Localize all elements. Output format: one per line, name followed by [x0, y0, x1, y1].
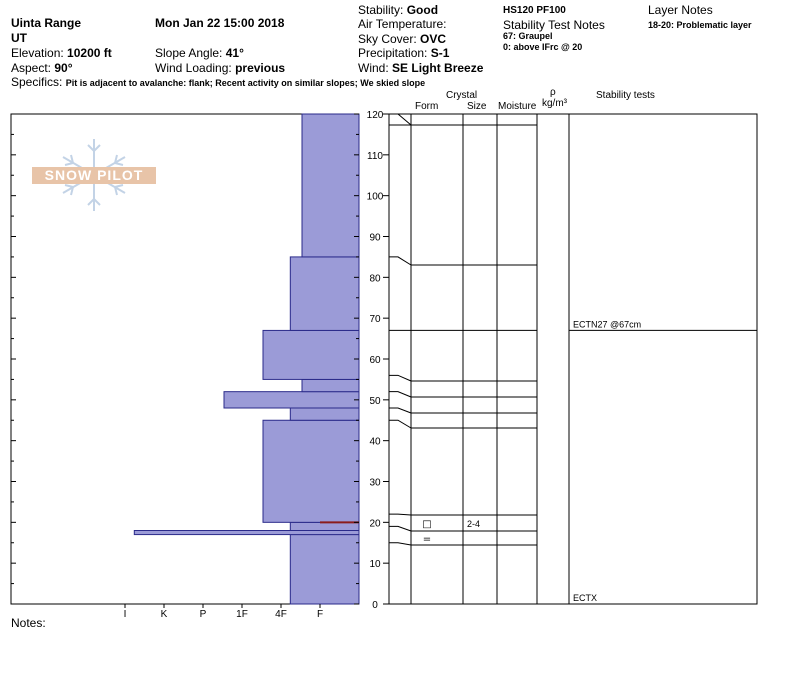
stability-label: Stability: — [358, 3, 404, 17]
observation-datetime: Mon Jan 22 15:00 2018 — [155, 16, 285, 30]
logo-text: SNOW PILOT — [32, 167, 156, 184]
state-name: UT — [11, 31, 27, 45]
stability-test-label: ECTX — [573, 593, 598, 603]
density-unit-header: kg/m³ — [542, 98, 567, 109]
wind-label: Wind: — [358, 61, 389, 75]
depth-axis-label: 40 — [369, 436, 381, 448]
layer-connector — [389, 257, 411, 265]
depth-axis-label: 70 — [369, 314, 381, 326]
hardness-axis-label: K — [160, 609, 168, 620]
hardness-bar — [290, 257, 359, 331]
hs-pf-value: HS120 PF100 — [503, 5, 566, 16]
wind-loading-label: Wind Loading: — [155, 61, 232, 75]
hardness-bar — [134, 531, 359, 535]
form-header: Form — [415, 101, 439, 112]
air-temperature-label: Air Temperature: — [358, 17, 447, 31]
depth-axis-label: 80 — [369, 273, 381, 285]
aspect-value: 90° — [54, 61, 73, 75]
location-name: Uinta Range — [11, 16, 82, 30]
layer-connector — [389, 514, 411, 515]
layer-connector — [389, 408, 411, 413]
hardness-bar — [263, 420, 359, 522]
depth-axis-label: 50 — [369, 395, 381, 407]
layer-connector — [389, 420, 411, 428]
hardness-bar — [302, 114, 359, 257]
specifics-label: Specifics: — [11, 75, 63, 89]
aspect-label: Aspect: — [11, 61, 52, 75]
hardness-bar — [290, 535, 359, 604]
hardness-bar — [290, 522, 359, 530]
hardness-axis-label: F — [316, 609, 324, 620]
depth-axis-label: 0 — [372, 600, 378, 611]
size-header: Size — [467, 101, 487, 112]
sky-cover-value: OVC — [420, 32, 447, 46]
depth-axis-label: 60 — [369, 355, 381, 366]
layer-connector — [389, 543, 411, 545]
elevation-value: 10200 ft — [67, 46, 112, 60]
layer-connector — [389, 392, 411, 397]
depth-axis-label: 20 — [369, 518, 381, 530]
hardness-axis-label: 1F — [236, 609, 248, 620]
stability-test-notes-title: Stability Test Notes — [503, 18, 605, 32]
layer-notes-title: Layer Notes — [648, 3, 713, 17]
crystal-form-symbol: □ — [422, 519, 432, 530]
layer-connector — [389, 526, 411, 531]
stability-value: Good — [406, 3, 439, 17]
hardness-bar — [263, 330, 359, 379]
stability-test-note: 0: above IFrc @ 20 — [503, 42, 583, 52]
crystal-header: Crystal — [446, 90, 478, 101]
slope-angle-value: 41° — [225, 46, 244, 60]
moisture-header: Moisture — [498, 101, 537, 112]
slope-angle-label: Slope Angle: — [155, 46, 223, 60]
depth-axis-label: 120 — [366, 110, 384, 121]
stability-test-label: ECTN27 @67cm — [573, 319, 642, 330]
precipitation-value: S-1 — [430, 46, 450, 60]
notes-label: Notes: — [11, 616, 46, 630]
depth-axis-label: 110 — [367, 150, 383, 162]
stability-tests-header: Stability tests — [596, 90, 655, 101]
wind-loading-value: previous — [235, 61, 286, 75]
layer-note: 18-20: Problematic layer — [648, 20, 752, 30]
elevation-label: Elevation: — [11, 46, 64, 60]
sky-cover-label: Sky Cover: — [358, 32, 417, 46]
depth-axis-label: 90 — [369, 232, 381, 244]
hardness-axis-label: I — [123, 609, 127, 620]
hardness-bar — [290, 408, 359, 420]
depth-axis-label: 30 — [369, 477, 381, 489]
crystal-size-value: 2-4 — [467, 519, 481, 529]
hardness-axis-label: P — [199, 609, 207, 620]
crystal-form-symbol: = — [422, 534, 432, 545]
precipitation-label: Precipitation: — [358, 46, 428, 60]
density-rho-header: ρ — [550, 87, 556, 98]
layer-connector — [389, 375, 411, 381]
layer-connector — [389, 114, 411, 125]
wind-value: SE Light Breeze — [392, 61, 484, 75]
hardness-axis-label: 4F — [275, 609, 287, 620]
hardness-bar — [302, 379, 359, 391]
stability-test-note: 67: Graupel — [503, 31, 553, 41]
specifics-value: Pit is adjacent to avalanche: flank; Recent activity on similar slopes; We skied slope — [65, 78, 426, 88]
depth-axis-label: 10 — [369, 559, 381, 571]
depth-axis-label: 100 — [366, 191, 384, 203]
hardness-bar — [224, 392, 359, 408]
